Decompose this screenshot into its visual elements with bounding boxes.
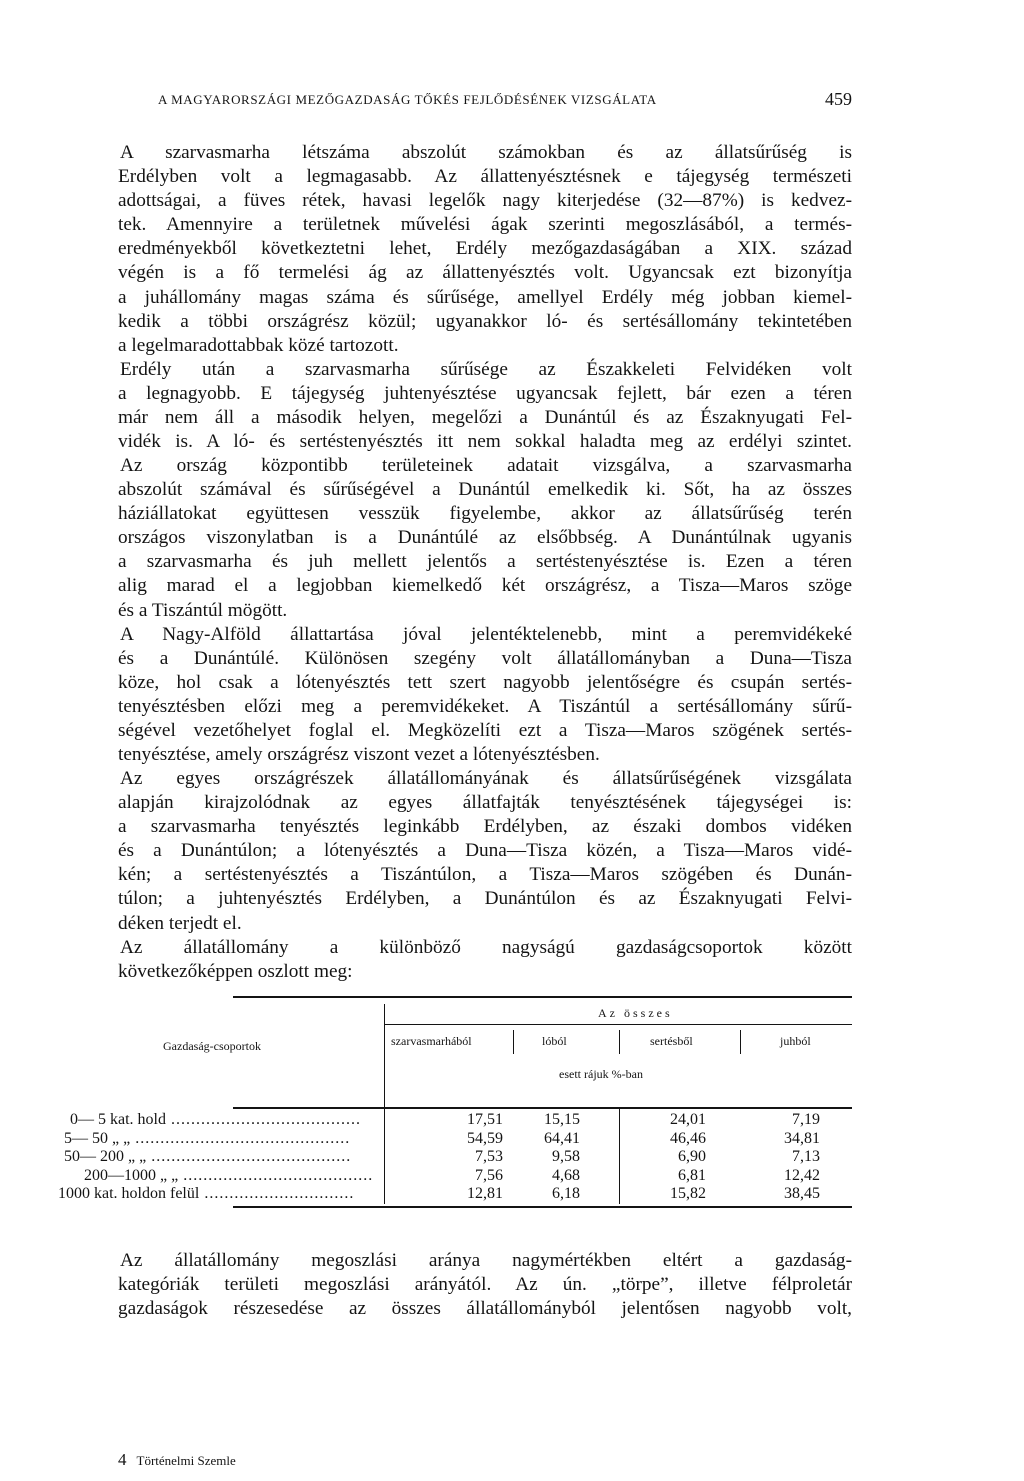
- livestock-distribution-table: [58, 996, 852, 1208]
- text-line: a legelmaradottabbak közé tartozott.: [118, 334, 399, 356]
- text-line: következőképpen oszlott meg:: [118, 961, 353, 983]
- table-cell: 46,46: [670, 1129, 706, 1147]
- text-line: kedik a többi országrész közül; ugyanakkor ló- és sertésállomány tekintetében: [118, 310, 852, 332]
- text-line: alig marad el a legjobban kiemelkedő két országrész, a Tisza—Maros szöge: [118, 575, 852, 597]
- text-line: kategóriák területi megoszlási arányától. Az ún. „törpe”, illetve félproletár: [118, 1274, 852, 1296]
- table-cell: 15,82: [670, 1185, 706, 1202]
- table-cell: 6,18: [552, 1185, 580, 1202]
- paragraph-1: [118, 141, 852, 358]
- text-line: Erdélyben volt a legmagasabb. Az állattenyésztésnek e tájegység természeti: [118, 166, 852, 188]
- table-top-rule: [233, 996, 852, 998]
- table-cell: 7,19: [792, 1111, 820, 1128]
- row-label-text: 200—1000 „ „: [84, 1166, 179, 1184]
- text-line: a legnagyobb. E tájegység juhtenyésztése ugyancsak fejlett, bár ezen a téren: [118, 383, 852, 405]
- leader-dots: ..............................: [199, 1185, 355, 1202]
- leader-dots: ......................................: [166, 1111, 361, 1128]
- table-cell: 24,01: [670, 1111, 706, 1128]
- text-line: Erdély után a szarvasmarha sűrűsége az Északkeleti Felvidéken volt: [120, 359, 852, 380]
- leader-dots: ........................................: [146, 1148, 352, 1165]
- text-line: a szarvasmarha és juh mellett jelentős a sertéstenyésztése is. Ezen a téren: [118, 551, 852, 573]
- signature-footer: [118, 1450, 236, 1470]
- text-line: déken terjedt el.: [118, 912, 242, 934]
- text-line: köze, hol csak a lótenyésztés tett szert nagyobb jelentőségre és csupán sertés-: [118, 672, 852, 694]
- text-line: A Nagy-Alföld állattartása jóval jelentéktelenebb, mint a peremvidékeké: [120, 624, 852, 645]
- text-line: tenyésztésben előzi meg a peremvidékeket. A Tiszántúl a sertésállomány sűrű-: [118, 696, 852, 718]
- text-line: túlon; a juhtenyésztés Erdélyben, a Dunántúlon és az Északnyugati Felvi-: [118, 888, 852, 910]
- unit-note: esett rájuk %-ban: [559, 1067, 643, 1081]
- row-label-text: 1000 kat. holdon felül: [58, 1185, 200, 1202]
- row-label: [58, 1185, 376, 1203]
- table-cell: 15,15: [544, 1111, 580, 1128]
- column-divider: [513, 1030, 514, 1054]
- column-header: lóból: [542, 1034, 567, 1048]
- paragraph-3: [118, 454, 852, 623]
- column-divider: [740, 1030, 741, 1054]
- row-label-text: 0— 5 kat. hold: [70, 1111, 166, 1128]
- text-line: A szarvasmarha létszáma abszolút számokban és az állatsűrűség is: [120, 142, 852, 163]
- text-line: tenyésztése, amely országrész viszont vezet a lótenyésztésben.: [118, 744, 600, 766]
- row-label-text: 5— 50 „ „: [64, 1129, 131, 1147]
- text-line: gazdaságok részesedése az összes állatállományból jelentősen nagyobb volt,: [118, 1298, 852, 1320]
- table-cell: 12,81: [467, 1185, 503, 1202]
- text-line: eredményekből következtetni lehet, Erdély mezőgazdaságában a XIX. század: [118, 238, 852, 260]
- text-line: Az egyes országrészek állatállományának és állatsűrűségének vizsgálata: [120, 768, 852, 789]
- text-line: már nem áll a második helyen, megelőzi a Dunántúl és az Északnyugati Fel-: [118, 407, 852, 429]
- text-line: adottságai, a füves rétek, havasi legelők nagy kiterjedése (32—87%) is kedvez-: [118, 190, 852, 212]
- text-line: abszolút számával és sűrűségével a Dunántúl emelkedik ki. Sőt, ha az összes: [118, 479, 852, 501]
- page-number: 459: [825, 89, 852, 109]
- group-header: Az összes: [598, 1006, 673, 1020]
- text-line: háziállatokat együttesen vesszük figyelembe, akkor az állatsűrűség terén: [118, 503, 852, 525]
- table-cell: 7,56: [475, 1166, 503, 1184]
- table-cell: 7,13: [792, 1148, 820, 1165]
- row-label: [64, 1130, 382, 1148]
- text-line: a szarvasmarha tenyésztés leginkább Erdélyben, az északi dombos vidéken: [118, 816, 852, 838]
- text-line: ségével vezetőhelyet foglal el. Megközelíti ezt a Tisza—Maros szögének sertés-: [118, 720, 852, 742]
- paragraph-6: [118, 936, 852, 984]
- paragraph-7: [118, 1249, 852, 1321]
- text-line: Az állatállomány a különböző nagyságú gazdaságcsoportok között: [120, 937, 852, 958]
- group-header-rule: [385, 1024, 852, 1025]
- table-cell: 4,68: [552, 1166, 580, 1184]
- text-line: és a Dunántúlon; a lótenyésztés a Duna—Tisza közén, a Tisza—Maros vidé-: [118, 840, 852, 862]
- text-line: Az állatállomány megoszlási aránya nagymértékben eltért a gazdaság-: [120, 1250, 852, 1271]
- running-title: A MAGYARORSZÁGI MEZŐGAZDASÁG TŐKÉS FEJLŐDÉSÉNEK VIZSGÁLATA: [158, 92, 657, 107]
- paragraph-4: [118, 623, 852, 768]
- running-header: [118, 89, 852, 114]
- row-label: [70, 1111, 388, 1129]
- row-label-text: 50— 200 „ „: [64, 1148, 147, 1165]
- text-line: kén; a sertéstenyésztés a Tiszántúlon, a Tisza—Maros szögében és Dunán-: [118, 864, 852, 886]
- table-cell: 17,51: [467, 1111, 503, 1128]
- table-cell: 34,81: [784, 1129, 820, 1147]
- table-cell: 12,42: [784, 1166, 820, 1184]
- column-header: szarvasmarhából: [391, 1034, 472, 1048]
- table-bottom-rule: [233, 1206, 852, 1208]
- text-line: tek. Amennyire a területnek művelési ágak szerinti megoszlásából, a termés-: [118, 214, 852, 236]
- row-label: [84, 1167, 402, 1185]
- text-line: vidék is. A ló- és sertéstenyésztés itt nem sokkal haladta meg az erdélyi szintet.: [118, 431, 852, 453]
- column-header: sertésből: [650, 1034, 693, 1048]
- paragraph-5: [118, 767, 852, 936]
- text-line: és a Dunántúlé. Különösen szegény volt állatállományban a Duna—Tisza: [118, 648, 852, 670]
- table-cell: 54,59: [467, 1129, 503, 1147]
- text-line: és a Tiszántúl mögött.: [118, 599, 288, 621]
- row-header: Gazdaság-csoportok: [163, 1039, 261, 1053]
- column-divider: [619, 1108, 620, 1204]
- column-header: juhból: [780, 1034, 811, 1048]
- table-cell: 38,45: [784, 1185, 820, 1202]
- row-label: [64, 1148, 382, 1166]
- text-line: Az ország központibb területeinek adatait vizsgálva, a szarvasmarha: [120, 455, 852, 476]
- column-divider: [619, 1030, 620, 1054]
- table-cell: 9,58: [552, 1148, 580, 1165]
- table-cell: 6,81: [678, 1166, 706, 1184]
- paragraph-2: [118, 358, 852, 454]
- table-header-rule: [233, 1107, 852, 1109]
- journal-name: Történelmi Szemle: [136, 1453, 236, 1468]
- text-line: végén is a fő termelési ág az állattenyésztés volt. Ugyancsak ezt bizonyítja: [118, 262, 852, 284]
- text-line: országos viszonylatban is a Dunántúlé az elsőbbség. A Dunántúlnak ugyanis: [118, 527, 852, 549]
- leader-dots: ......................................: [178, 1166, 374, 1184]
- text-line: alapján kirajzolódnak az egyes állatfajták tenyésztésének tájegységei is:: [118, 792, 852, 814]
- table-cell: 64,41: [544, 1129, 580, 1147]
- leader-dots: ...........................................: [130, 1129, 351, 1147]
- signature-number: 4: [118, 1450, 127, 1469]
- table-cell: 7,53: [475, 1148, 503, 1165]
- text-line: a juhállomány magas száma és sűrűsége, amellyel Erdély még jobban kiemel-: [118, 286, 852, 308]
- table-cell: 6,90: [678, 1148, 706, 1165]
